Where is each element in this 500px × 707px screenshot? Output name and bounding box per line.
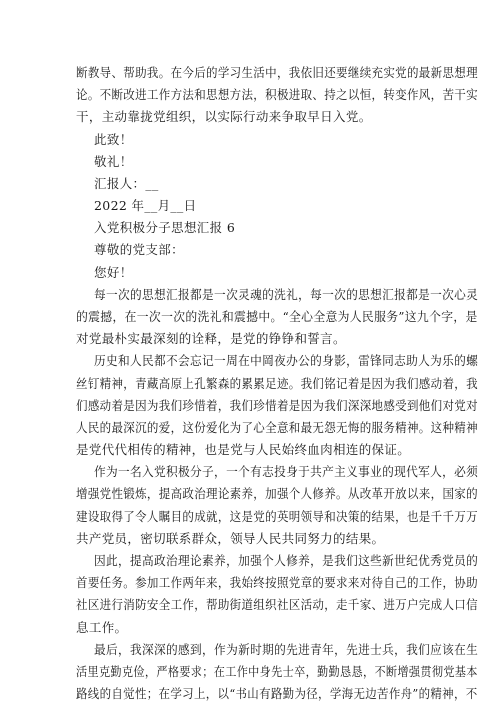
body-line: 息工作。 <box>76 619 128 635</box>
body-line: 断教导、帮助我。在今后的学习生活中，我依旧还要继续充实党的最新思想理 <box>76 65 478 80</box>
body-line: 论。不断改进工作方法和思想方法，积极进取、持之以恒，转变作风，苦干实 <box>76 87 478 103</box>
body-line: 建设取得了令人瞩目的成就，这是党的英明领导和决策的结果，也是千千万万 <box>76 508 478 524</box>
reporter-signature: 汇报人：__ <box>94 175 159 191</box>
body-line: 活里克勤克俭，严格要求；在工作中身先士卒，勤勤恳恳，不断增强贯彻党基本 <box>76 663 478 679</box>
body-line: 最后，我深深的感到，作为新时期的先进青年，先进士兵，我们应该在生 <box>94 641 479 657</box>
body-line: 是党代代相传的精神，也是党与人民始终血肉相连的保证。 <box>76 442 411 457</box>
body-line: 共产党员，密切联系群众，领导人民共同努力的结果。 <box>76 530 385 546</box>
body-line: 干，主动靠拢党组织，以实际行动来争取早日入党。 <box>76 109 372 125</box>
body-line: 对党最朴实最深刻的诠释，是党的铮铮和誓言。 <box>76 331 346 347</box>
report-date: 2022 年__月__日 <box>94 198 197 214</box>
body-line: 历史和人民都不会忘记一周在中岡夜办公的身影，雷锋同志助人为乐的螺 <box>94 353 479 369</box>
body-line: 因此，提高政治理论素养，加强个人修养，是我们这些新世纪优秀党员的 <box>94 552 479 568</box>
body-line: 们感动着是因为我们珍惜着，我们珍惜着是因为我们深深地感受到他们对党对 <box>76 397 478 413</box>
body-line: 首要任务。参加工作两年来，我始终按照党章的要求来对待自己的工作，协助 <box>76 575 478 591</box>
closing-salutation: 敬礼！ <box>94 153 133 169</box>
body-line: 增强党性锻炼，提高政治理论素养，加强个人修养。从改革开放以来，国家的 <box>76 486 478 502</box>
section-title: 入党积极分子思想汇报 6 <box>94 220 236 236</box>
body-line: 人民的最深沉的爱，这份爱化为了心全意和最无怨无悔的服务精神。这种精神 <box>76 419 478 435</box>
greeting-addressee: 尊敬的党支部： <box>94 242 184 258</box>
body-line: 社区进行消防安全工作，帮助街道组织社区活动，走千家、进万户完成人口信 <box>76 597 478 613</box>
body-line: 路线的自觉性；在学习上，以“书山有路勤为径，学海无边苦作舟”的精神，不 <box>76 686 478 701</box>
closing-salutation: 此致！ <box>94 131 133 147</box>
body-line: 的震撼，在一次一次的洗礼和震撼中。“全心全意为人民服务”这九个字，是 <box>76 309 478 324</box>
body-line: 丝钉精神，青藏高原上孔繁森的累累足迹。我们铭记着是因为我们感动着，我 <box>76 375 478 391</box>
greeting: 您好！ <box>94 264 133 280</box>
body-line: 每一次的思想汇报都是一次灵魂的洗礼，每一次的思想汇报都是一次心灵 <box>94 286 479 302</box>
body-line: 作为一名入党积极分子，一个有志投身于共产主义事业的现代军人，必须 <box>94 464 479 480</box>
